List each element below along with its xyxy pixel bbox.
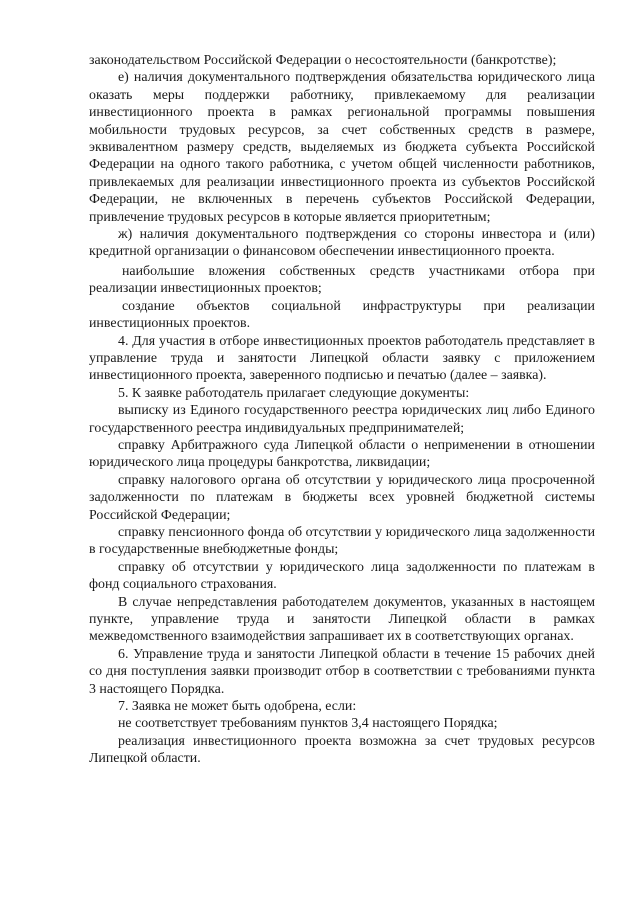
paragraph-doc-arbitration: справку Арбитражного суда Липецкой области о неприменении в отношении юридического лица процедуры банкротства, ликвидации; xyxy=(89,437,595,471)
paragraph-continuation: законодательством Российской Федерации о несостоятельности (банкротстве); xyxy=(89,53,557,68)
paragraph-reject-requirements: не соответствует требованиям пунктов 3,4 настоящего Порядка; xyxy=(118,716,498,732)
paragraph-criterion-investment: наибольшие вложения собственных средств участниками отбора при реализации инвестиционных проектов; xyxy=(89,263,595,297)
paragraph-clause-4: 4. Для участия в отборе инвестиционных проектов работодатель представляет в управление труда и занятости Липецкой области заявку с приложением инвестиционного проекта, заверенного подписью и печатью (далее – заявка). xyxy=(89,333,595,384)
paragraph-criterion-infrastructure: создание объектов социальной инфраструктуры при реализации инвестиционных проектов. xyxy=(89,298,595,332)
paragraph-nonsubmission: В случае непредставления работодателем документов, указанных в настоящем пункте, управление труда и занятости Липецкой области в рамках межведомственного взаимодействия запрашивает их в соответствующих органах. xyxy=(89,594,595,645)
paragraph-doc-pension: справку пенсионного фонда об отсутствии у юридического лица задолженности в государственные внебюджетные фонды; xyxy=(89,524,595,558)
paragraph-clause-5: 5. К заявке работодатель прилагает следующие документы: xyxy=(118,385,470,401)
paragraph-clause-7: 7. Заявка не может быть одобрена, если: xyxy=(118,699,357,715)
paragraph-item-e: е) наличия документального подтверждения обязательства юридического лица оказать меры поддержки работнику, привлекаемому для реализации инвестиционного проекта в рамках региональной программы повышения мобильности трудовых ресурсов, за счет собственных средств в размере, эквивалентном размеру средств, выделяемых из бюджета субъекта Российской Федерации на одного такого работника, с учетом общей численности работников, привлекаемых для реализации инвестиционного проекта из субъектов Российской Федерации, не включенных в перечень субъектов Российской Федерации, привлечение трудовых ресурсов в которые является приоритетным; xyxy=(89,70,595,225)
paragraph-doc-social: справку об отсутствии у юридического лица задолженности по платежам в фонд социального страхования. xyxy=(89,559,595,593)
paragraph-item-zh: ж) наличия документального подтверждения со стороны инвестора и (или) кредитной организации о финансовом обеспечении инвестиционного проекта. xyxy=(89,227,595,260)
document-body xyxy=(89,52,595,768)
paragraph-clause-6: 6. Управление труда и занятости Липецкой области в течение 15 рабочих дней со дня поступления заявки производит отбор в соответствии с требованиями пункта 3 настоящего Порядка. xyxy=(89,646,595,697)
paragraph-doc-tax: справку налогового органа об отсутствии у юридического лица просроченной задолженности по платежам в бюджеты всех уровней бюджетной системы Российской Федерации; xyxy=(89,472,595,523)
paragraph-reject-resources: реализация инвестиционного проекта возможна за счет трудовых ресурсов Липецкой области. xyxy=(89,733,595,767)
paragraph-doc-extract: выписку из Единого государственного реестра юридических лиц либо Единого государственного реестра индивидуальных предпринимателей; xyxy=(89,403,595,436)
